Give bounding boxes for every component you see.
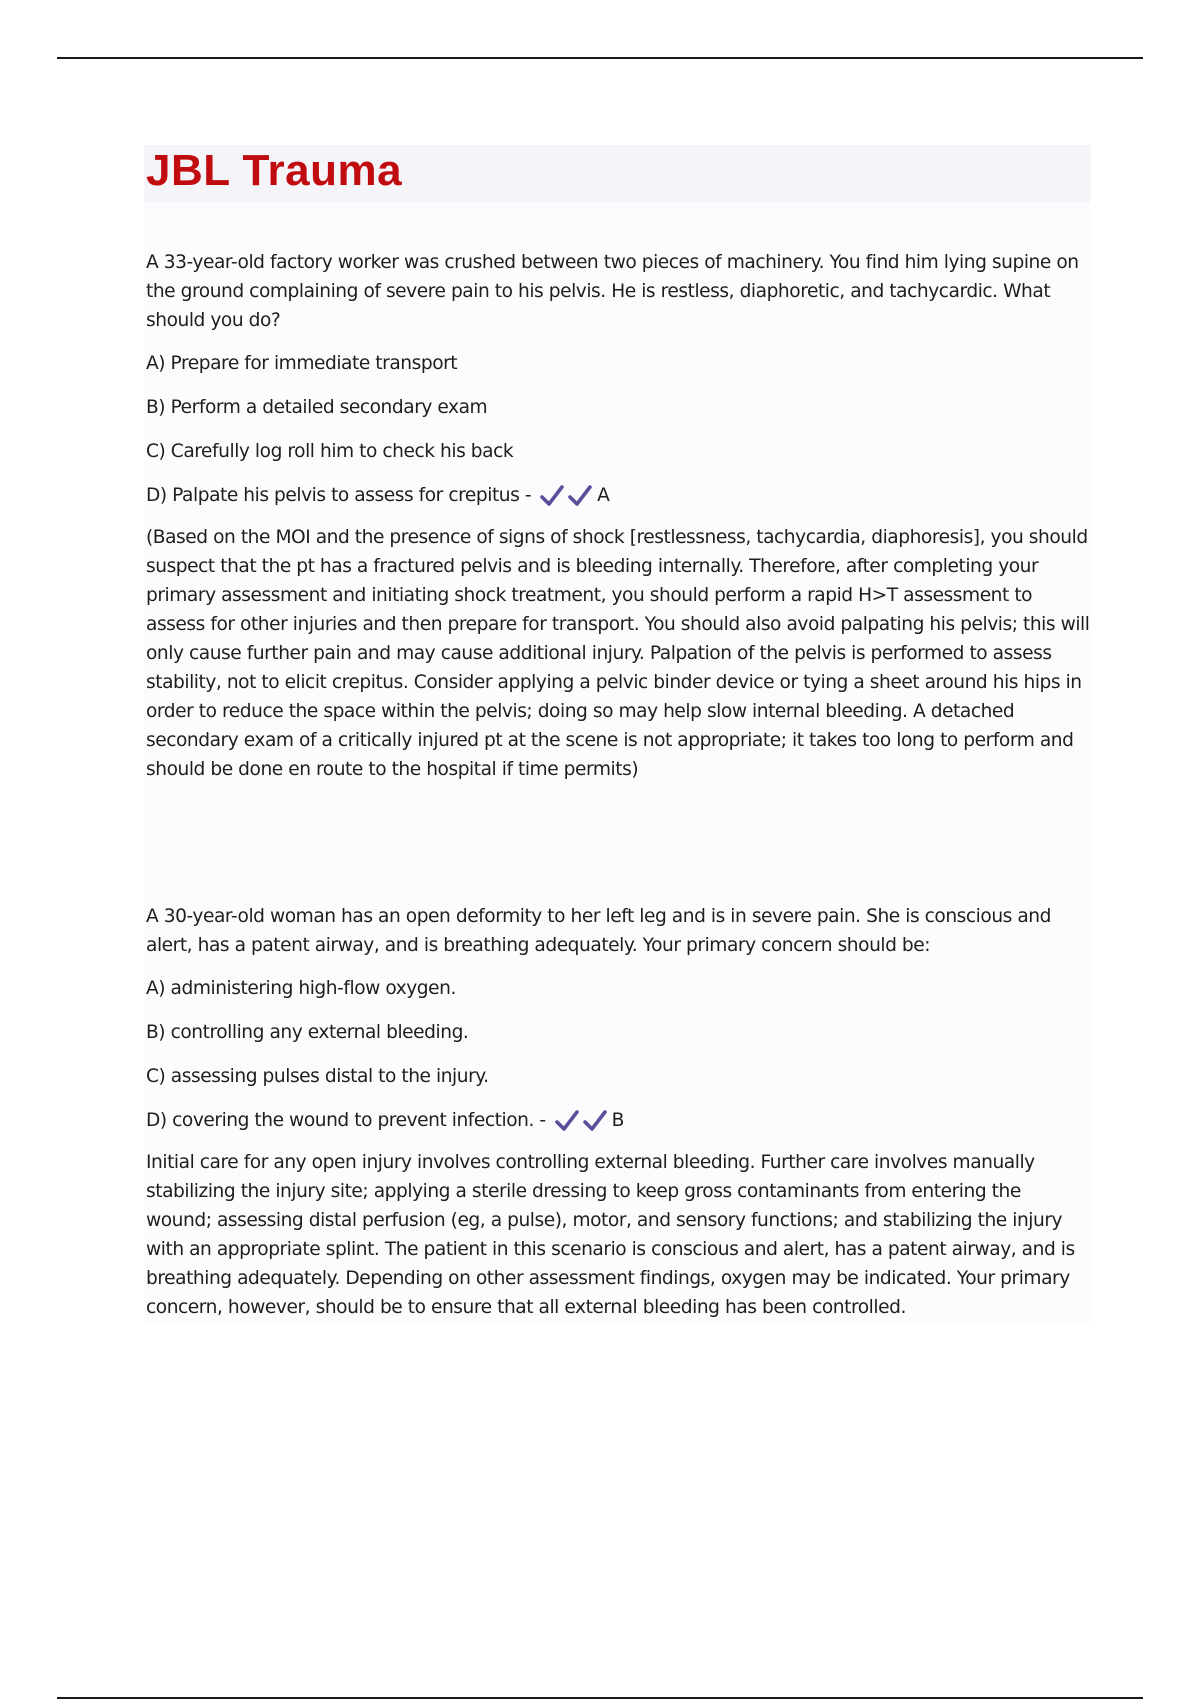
answer-letter: A — [597, 485, 610, 506]
answer-letter: B — [611, 1110, 624, 1131]
check-icon — [554, 1108, 580, 1134]
section-spacer — [146, 784, 1091, 902]
question-stem: A 30-year-old woman has an open deformity to her left leg and is in severe pain. She is conscious and alert, has a patent airway, and is breathing adequately. Your primary concern should be: — [146, 906, 1051, 956]
page-bottom-rule — [57, 1697, 1143, 1699]
check-icon — [539, 483, 565, 509]
check-icon — [582, 1108, 608, 1134]
option-d: D) covering the wound to prevent infection. - — [146, 1110, 546, 1131]
page-content — [144, 145, 1091, 1322]
question-stem: A 33-year-old factory worker was crushed between two pieces of machinery. You find him lying supine on the ground complaining of severe pain to his pelvis. He is restless, diaphoretic, and tachycardic. What should you do? — [146, 252, 1079, 331]
answer-marks — [554, 1106, 624, 1135]
title-band — [144, 145, 1091, 202]
questions-area — [144, 202, 1091, 1322]
option-b: B) controlling any external bleeding. — [146, 1022, 469, 1043]
document-title: JBL Trauma — [146, 146, 403, 195]
page-top-rule — [57, 57, 1143, 59]
answer-marks — [539, 481, 609, 510]
option-c: C) assessing pulses distal to the injury. — [146, 1066, 489, 1087]
option-a: A) administering high-flow oxygen. — [146, 978, 456, 999]
option-d-with-answer — [146, 1106, 1091, 1135]
answer-explanation: Initial care for any open injury involves controlling external bleeding. Further care involves manually stabilizing the injury site; applying a sterile dressing to keep gross contaminants from entering the wound; assessing distal perfusion (eg, a pulse), motor, and sensory functions; and stabilizing the injury with an appropriate splint. The patient in this scenario is conscious and alert, has a patent airway, and is breathing adequately. Depending on other assessment findings, oxygen may be indicated. Your primary concern, however, should be to ensure that all external bleeding has been controlled. — [146, 1152, 1075, 1318]
option-b: B) Perform a detailed secondary exam — [146, 397, 488, 418]
answer-explanation: (Based on the MOI and the presence of signs of shock [restlessness, tachycardia, diaphoresis], you should suspect that the pt has a fractured pelvis and is bleeding internally. Therefore, after completing your primary assessment and initiating shock treatment, you should perform a rapid H>T assessment to assess for other injuries and then prepare for transport. You should also avoid palpating his pelvis; this will only cause further pain and may cause additional injury. Palpation of the pelvis is performed to assess stability, not to elicit crepitus. Consider applying a pelvic binder device or tying a sheet around his hips in order to reduce the space within the pelvis; doing so may help slow internal bleeding. A detached secondary exam of a critically injured pt at the scene is not appropriate; it takes too long to perform and should be done en route to the hospital if time permits) — [146, 527, 1090, 780]
option-d: D) Palpate his pelvis to assess for crepitus - — [146, 485, 532, 506]
option-a: A) Prepare for immediate transport — [146, 353, 458, 374]
option-c: C) Carefully log roll him to check his back — [146, 441, 514, 462]
question-block-1 — [146, 248, 1091, 784]
question-block-2 — [146, 902, 1091, 1322]
check-icon — [567, 483, 593, 509]
option-d-with-answer — [146, 481, 1091, 510]
